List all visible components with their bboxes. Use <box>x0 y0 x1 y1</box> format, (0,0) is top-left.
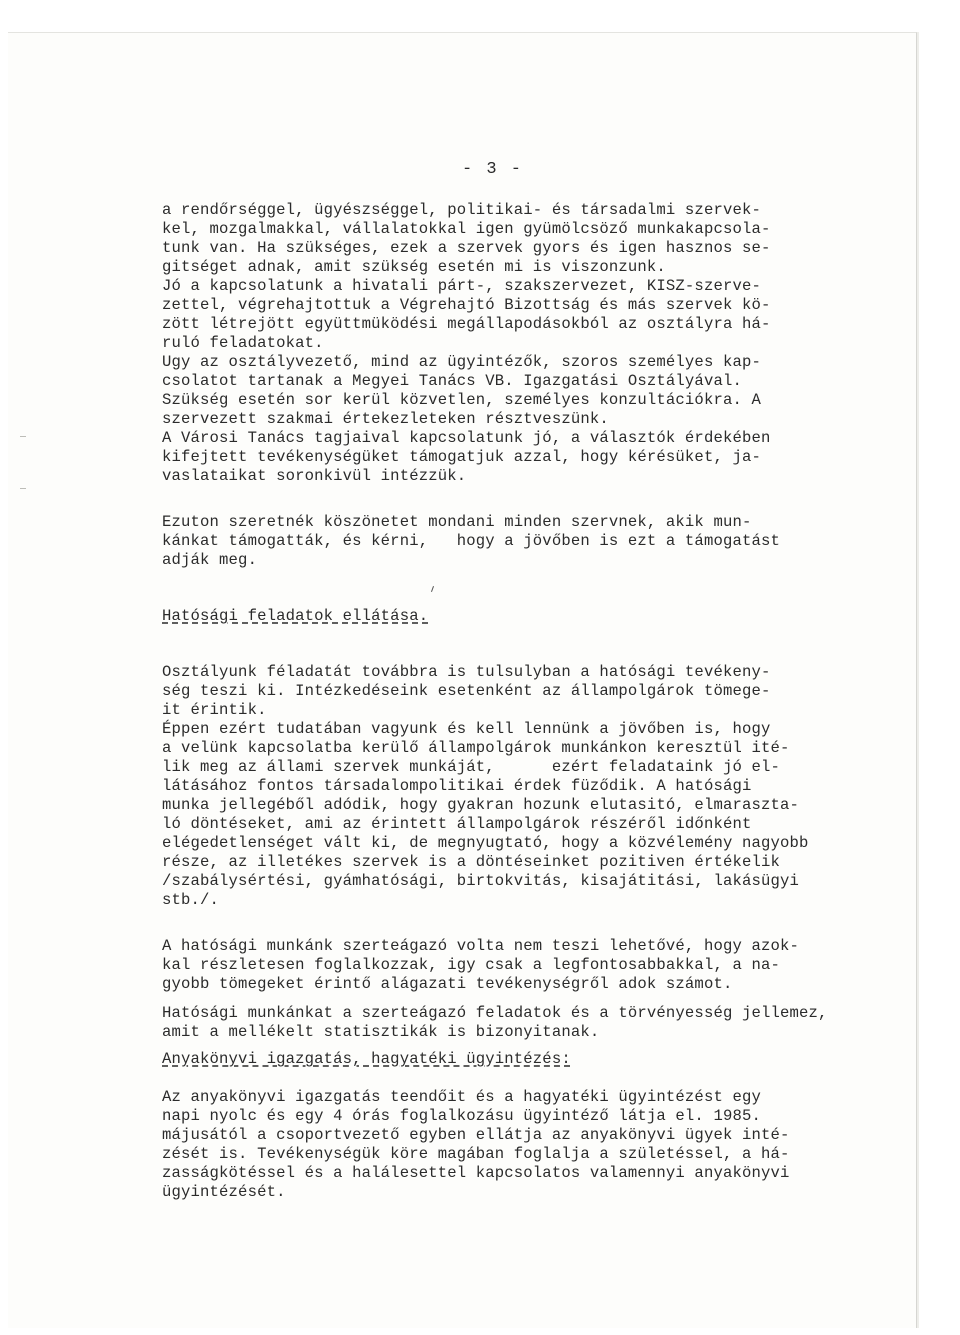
text-line: zasságkötéssel és a halálesettel kapcsolatos valamennyi anyakönyvi <box>162 1164 790 1182</box>
text-line: zését is. Tevékenységük köre magában foglalja a születéssel, a há- <box>162 1145 790 1163</box>
text-line: ruló feladatokat. <box>162 334 324 352</box>
text-line: munka jellegéből adódik, hogy gyakran hozunk elutasitó, elmarasztа- <box>162 796 800 814</box>
text-line: kal részletesen foglalkozzak, igy csak a legfontosabbakkal, a na- <box>162 956 781 974</box>
text-line: gyobb tömegeket érintő alágazati tevékenységről adok számot. <box>162 975 733 993</box>
text-line: a velünk kapcsolatba kerülő állampolgárok munkánkon keresztül ité- <box>162 739 790 757</box>
text-line: ügyintézését. <box>162 1183 286 1201</box>
text-line: csolatot tartanak a Megyei Tanács VB. Igazgatási Osztályával. <box>162 372 742 390</box>
text-line: Az anyakönyvi igazgatás teendőit és a hagyatéki ügyintézést egy <box>162 1088 761 1106</box>
text-line: gitséget adnak, amit szükség esetén mi is viszonzunk. <box>162 258 666 276</box>
text-line: Hatósági munkánkat a szerteágazó feladatok és a törvényesség jellemez, <box>162 1004 828 1022</box>
text-line: szervezett szakmai értekezleteken résztveszünk. <box>162 410 609 428</box>
section-heading: Anyakönyvi igazgatás, hagyatéki ügyintézés: <box>162 1050 571 1068</box>
text-line: tunk van. Ha szükséges, ezek a szervek gyors és igen hasznos se- <box>162 239 771 257</box>
text-line: Ugy az osztályvezető, mind az ügyintézők, szoros személyes kap- <box>162 353 761 371</box>
text-line: stb./. <box>162 891 220 909</box>
section-heading: Hatósági feladatok ellátása. <box>162 607 429 625</box>
text-line: Éppen ezért tudatában vagyunk és kell lennünk a jövőben is, hogy <box>162 720 771 738</box>
text-line: adják meg. <box>162 551 258 569</box>
text-line: ló döntéseket, ami az érintett állampolgárok részéről időnként <box>162 815 752 833</box>
page-number: - 3 - <box>462 160 524 179</box>
text-line: Jó a kapcsolatunk a hivatali párt-, szakszervezet, KISZ-szerve- <box>162 277 761 295</box>
text-line: kel, mozgalmakkal, vállalatokkal igen gyümölcsöző munkakapcsola- <box>162 220 771 238</box>
text-line: elégedetlenséget vált ki, de megnyugtató, hogy a közvélemény nagyobb <box>162 834 809 852</box>
text-line: látásához fontos társadalompolitikai érdek füződik. A hatósági <box>162 777 752 795</box>
text-line: vaslataikat soronkivül intézzük. <box>162 467 467 485</box>
text-line: Ezuton szeretnék köszönetet mondani minden szervnek, akik mun- <box>162 513 752 531</box>
text-line: része, az illetékes szervek is a döntéseinket pozitiven értékelik <box>162 853 781 871</box>
text-line: Szükség esetén sor kerül közvetlen, személyes konzultációkra. A <box>162 391 761 409</box>
text-line: A Városi Tanács tagjaival kapcsolatunk jó, a választók érdekében <box>162 429 771 447</box>
text-line: a rendőrséggel, ügyészséggel, politikai- és társadalmi szervek- <box>162 201 761 219</box>
text-line: zött létrejött együttmüködési megállapodásokból az osztályra há- <box>162 315 771 333</box>
text-line: napi nyolc és egy 4 órás foglalkozásu ügyintéző látja el. 1985. <box>162 1107 761 1125</box>
text-line: ség teszi ki. Intézkedéseink esetenként az állampolgárok tömege- <box>162 682 771 700</box>
text-line: kifejtett tevékenységüket támogatjuk azzal, hogy kérésüket, ja- <box>162 448 761 466</box>
text-line: /szabálysértési, gyámhatósági, birtokvitás, kisajátitási, lakásügyi <box>162 872 800 890</box>
text-line: lik meg az állami szervek munkáját, ezért feladataink jó el- <box>162 758 781 776</box>
text-line: A hatósági munkánk szerteágazó volta nem teszi lehetővé, hogy azok- <box>162 937 800 955</box>
text-line: it érintik. <box>162 701 267 719</box>
margin-mark <box>20 488 26 489</box>
margin-mark <box>20 436 26 437</box>
text-line: zettel, végrehajtottuk a Végrehajtó Bizottság és más szervek kö- <box>162 296 771 314</box>
text-line: Osztályunk féladatát továbbra is tulsulyban a hatósági tevékeny- <box>162 663 771 681</box>
text-line: kánkat támogatták, és kérni, hogy a jövőben is ezt a támogatást <box>162 532 781 550</box>
text-line: májusától a csoportvezető egyben ellátja az anyakönyvi ügyek inté- <box>162 1126 790 1144</box>
text-line: amit a mellékelt statisztikák is bizonyitanak. <box>162 1023 600 1041</box>
